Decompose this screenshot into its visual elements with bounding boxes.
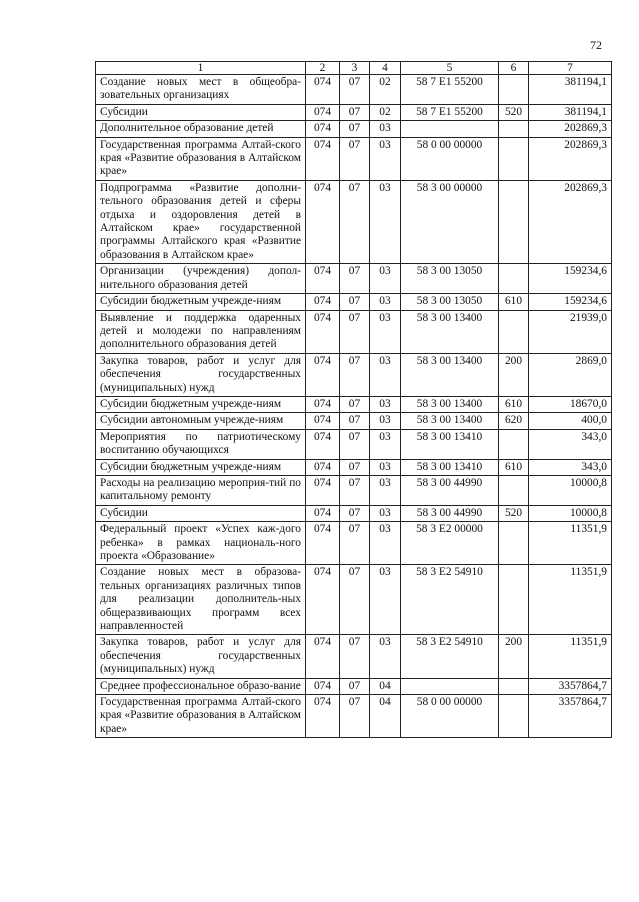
table-row <box>96 522 612 565</box>
admin-code-cell: 074 <box>306 695 340 738</box>
admin-code-cell: 074 <box>306 565 340 635</box>
amount-cell: 202869,3 <box>529 121 612 137</box>
target-article-cell: 58 3 00 13050 <box>401 294 499 310</box>
section-cell: 07 <box>340 565 370 635</box>
expense-type-cell <box>499 475 529 505</box>
budget-table <box>95 61 612 738</box>
table-row <box>96 635 612 678</box>
admin-code-cell: 074 <box>306 310 340 353</box>
target-article-cell: 58 3 00 13400 <box>401 353 499 396</box>
row-name-cell: Субсидии <box>96 104 306 120</box>
table-row <box>96 505 612 521</box>
subsection-cell: 03 <box>370 635 401 678</box>
row-name-cell: Среднее профессиональное образо-вание <box>96 678 306 694</box>
subsection-cell: 02 <box>370 75 401 105</box>
header-cell: 6 <box>499 62 529 75</box>
table-body <box>96 75 612 738</box>
expense-type-cell <box>499 695 529 738</box>
target-article-cell: 58 3 00 44990 <box>401 475 499 505</box>
admin-code-cell: 074 <box>306 429 340 459</box>
table-row <box>96 396 612 412</box>
row-name-cell: Подпрограмма «Развитие дополни-тельного образования детей и сферы отдыха и оздоровления детей в Алтайском крае» государственной программы Алтайского края «Развитие образования в Алтайском крае» <box>96 180 306 263</box>
subsection-cell: 03 <box>370 429 401 459</box>
row-name-cell: Организации (учреждения) допол-нительного образования детей <box>96 264 306 294</box>
table-row <box>96 413 612 429</box>
subsection-cell: 03 <box>370 396 401 412</box>
row-name-cell: Государственная программа Алтай-ского края «Развитие образования в Алтайском крае» <box>96 695 306 738</box>
expense-type-cell: 610 <box>499 396 529 412</box>
amount-cell: 202869,3 <box>529 137 612 180</box>
subsection-cell: 03 <box>370 413 401 429</box>
target-article-cell: 58 3 00 13050 <box>401 264 499 294</box>
amount-cell: 11351,9 <box>529 635 612 678</box>
target-article-cell: 58 7 E1 55200 <box>401 104 499 120</box>
expense-type-cell <box>499 75 529 105</box>
table-row <box>96 137 612 180</box>
section-cell: 07 <box>340 137 370 180</box>
admin-code-cell: 074 <box>306 294 340 310</box>
subsection-cell: 03 <box>370 264 401 294</box>
subsection-cell: 03 <box>370 475 401 505</box>
amount-cell: 21939,0 <box>529 310 612 353</box>
admin-code-cell: 074 <box>306 475 340 505</box>
admin-code-cell: 074 <box>306 180 340 263</box>
section-cell: 07 <box>340 429 370 459</box>
expense-type-cell <box>499 678 529 694</box>
row-name-cell: Субсидии бюджетным учрежде-ниям <box>96 294 306 310</box>
expense-type-cell <box>499 121 529 137</box>
target-article-cell <box>401 121 499 137</box>
table-row <box>96 310 612 353</box>
table-row <box>96 565 612 635</box>
amount-cell: 343,0 <box>529 429 612 459</box>
amount-cell: 18670,0 <box>529 396 612 412</box>
table-row <box>96 294 612 310</box>
section-cell: 07 <box>340 475 370 505</box>
amount-cell: 381194,1 <box>529 75 612 105</box>
expense-type-cell: 520 <box>499 505 529 521</box>
admin-code-cell: 074 <box>306 75 340 105</box>
amount-cell: 3357864,7 <box>529 695 612 738</box>
amount-cell: 159234,6 <box>529 264 612 294</box>
admin-code-cell: 074 <box>306 413 340 429</box>
target-article-cell: 58 3 00 13400 <box>401 310 499 353</box>
header-cell: 1 <box>96 62 306 75</box>
row-name-cell: Создание новых мест в образова-тельных организациях различных типов для реализации дополнитель-ных общеразвивающих программ всех направленностей <box>96 565 306 635</box>
row-name-cell: Дополнительное образование детей <box>96 121 306 137</box>
subsection-cell: 03 <box>370 121 401 137</box>
section-cell: 07 <box>340 75 370 105</box>
admin-code-cell: 074 <box>306 396 340 412</box>
target-article-cell <box>401 678 499 694</box>
admin-code-cell: 074 <box>306 522 340 565</box>
header-cell: 5 <box>401 62 499 75</box>
target-article-cell: 58 3 00 13400 <box>401 396 499 412</box>
page-number: 72 <box>590 38 602 52</box>
subsection-cell: 03 <box>370 310 401 353</box>
amount-cell: 11351,9 <box>529 522 612 565</box>
section-cell: 07 <box>340 413 370 429</box>
target-article-cell: 58 3 E2 00000 <box>401 522 499 565</box>
table-row <box>96 353 612 396</box>
expense-type-cell <box>499 137 529 180</box>
table-row <box>96 695 612 738</box>
subsection-cell: 04 <box>370 695 401 738</box>
expense-type-cell: 610 <box>499 294 529 310</box>
target-article-cell: 58 3 E2 54910 <box>401 635 499 678</box>
section-cell: 07 <box>340 310 370 353</box>
header-cell: 2 <box>306 62 340 75</box>
admin-code-cell: 074 <box>306 505 340 521</box>
amount-cell: 10000,8 <box>529 475 612 505</box>
subsection-cell: 03 <box>370 505 401 521</box>
subsection-cell: 03 <box>370 522 401 565</box>
table-row <box>96 75 612 105</box>
section-cell: 07 <box>340 104 370 120</box>
row-name-cell: Выявление и поддержка одаренных детей и молодежи по направлениям дополнительного образования детей <box>96 310 306 353</box>
expense-type-cell <box>499 310 529 353</box>
row-name-cell: Субсидии <box>96 505 306 521</box>
target-article-cell: 58 3 00 13410 <box>401 429 499 459</box>
target-article-cell: 58 7 E1 55200 <box>401 75 499 105</box>
section-cell: 07 <box>340 695 370 738</box>
expense-type-cell <box>499 522 529 565</box>
admin-code-cell: 074 <box>306 459 340 475</box>
section-cell: 07 <box>340 678 370 694</box>
expense-type-cell: 620 <box>499 413 529 429</box>
table-row <box>96 104 612 120</box>
subsection-cell: 03 <box>370 137 401 180</box>
section-cell: 07 <box>340 505 370 521</box>
header-row <box>96 62 612 75</box>
subsection-cell: 03 <box>370 353 401 396</box>
admin-code-cell: 074 <box>306 137 340 180</box>
expense-type-cell <box>499 565 529 635</box>
target-article-cell: 58 3 00 13400 <box>401 413 499 429</box>
target-article-cell: 58 3 E2 54910 <box>401 565 499 635</box>
row-name-cell: Расходы на реализацию мероприя-тий по капитальному ремонту <box>96 475 306 505</box>
table-row <box>96 459 612 475</box>
section-cell: 07 <box>340 396 370 412</box>
amount-cell: 381194,1 <box>529 104 612 120</box>
amount-cell: 400,0 <box>529 413 612 429</box>
amount-cell: 11351,9 <box>529 565 612 635</box>
header-cell: 3 <box>340 62 370 75</box>
row-name-cell: Создание новых мест в общеобра-зовательных организациях <box>96 75 306 105</box>
target-article-cell: 58 0 00 00000 <box>401 695 499 738</box>
amount-cell: 202869,3 <box>529 180 612 263</box>
table-row <box>96 264 612 294</box>
row-name-cell: Федеральный проект «Успех каж-дого ребенка» в рамках националь-ного проекта «Образование» <box>96 522 306 565</box>
subsection-cell: 02 <box>370 104 401 120</box>
amount-cell: 3357864,7 <box>529 678 612 694</box>
section-cell: 07 <box>340 294 370 310</box>
section-cell: 07 <box>340 353 370 396</box>
target-article-cell: 58 3 00 13410 <box>401 459 499 475</box>
target-article-cell: 58 3 00 44990 <box>401 505 499 521</box>
row-name-cell: Субсидии автономным учрежде-ниям <box>96 413 306 429</box>
expense-type-cell <box>499 180 529 263</box>
row-name-cell: Мероприятия по патриотическому воспитанию обучающихся <box>96 429 306 459</box>
header-cell: 7 <box>529 62 612 75</box>
subsection-cell: 03 <box>370 180 401 263</box>
table-row <box>96 678 612 694</box>
table-row <box>96 121 612 137</box>
expense-type-cell: 200 <box>499 353 529 396</box>
expense-type-cell <box>499 429 529 459</box>
section-cell: 07 <box>340 459 370 475</box>
subsection-cell: 03 <box>370 294 401 310</box>
admin-code-cell: 074 <box>306 678 340 694</box>
row-name-cell: Закупка товаров, работ и услуг для обеспечения государственных (муниципальных) нужд <box>96 353 306 396</box>
section-cell: 07 <box>340 522 370 565</box>
row-name-cell: Закупка товаров, работ и услуг для обеспечения государственных (муниципальных) нужд <box>96 635 306 678</box>
expense-type-cell: 200 <box>499 635 529 678</box>
table-row <box>96 429 612 459</box>
target-article-cell: 58 0 00 00000 <box>401 137 499 180</box>
section-cell: 07 <box>340 635 370 678</box>
table-row <box>96 475 612 505</box>
table-row <box>96 180 612 263</box>
section-cell: 07 <box>340 180 370 263</box>
amount-cell: 2869,0 <box>529 353 612 396</box>
admin-code-cell: 074 <box>306 635 340 678</box>
admin-code-cell: 074 <box>306 121 340 137</box>
expense-type-cell: 520 <box>499 104 529 120</box>
admin-code-cell: 074 <box>306 264 340 294</box>
section-cell: 07 <box>340 264 370 294</box>
row-name-cell: Субсидии бюджетным учрежде-ниям <box>96 459 306 475</box>
amount-cell: 10000,8 <box>529 505 612 521</box>
expense-type-cell: 610 <box>499 459 529 475</box>
subsection-cell: 04 <box>370 678 401 694</box>
row-name-cell: Государственная программа Алтай-ского края «Развитие образования в Алтайском крае» <box>96 137 306 180</box>
admin-code-cell: 074 <box>306 353 340 396</box>
expense-type-cell <box>499 264 529 294</box>
row-name-cell: Субсидии бюджетным учрежде-ниям <box>96 396 306 412</box>
section-cell: 07 <box>340 121 370 137</box>
amount-cell: 159234,6 <box>529 294 612 310</box>
subsection-cell: 03 <box>370 459 401 475</box>
admin-code-cell: 074 <box>306 104 340 120</box>
target-article-cell: 58 3 00 00000 <box>401 180 499 263</box>
subsection-cell: 03 <box>370 565 401 635</box>
header-cell: 4 <box>370 62 401 75</box>
amount-cell: 343,0 <box>529 459 612 475</box>
